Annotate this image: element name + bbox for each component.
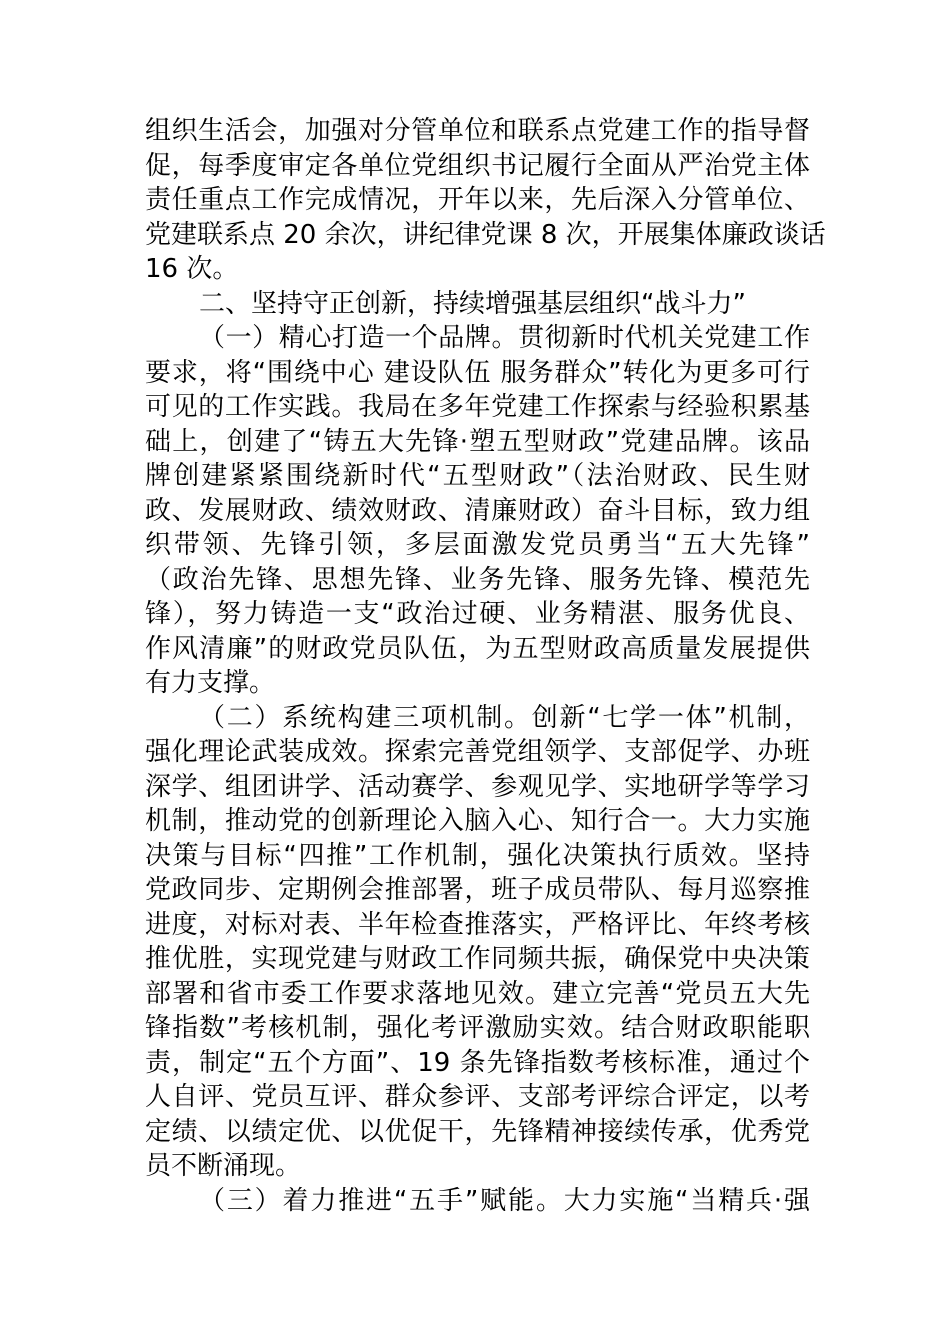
text-line: 员不断涌现。 bbox=[145, 1151, 302, 1181]
text-line: 有力支撑。 bbox=[145, 668, 276, 698]
text-line: 人自评、党员互评、群众参评、支部考评综合评定，以考 bbox=[145, 1082, 810, 1112]
text-line: 政、发展财政、绩效财政、清廉财政）奋斗目标，致力组 bbox=[145, 495, 810, 526]
text-line: 决策与目标“四推”工作机制，强化决策执行质效。坚持 bbox=[145, 840, 810, 871]
text-line: 促，每季度审定各单位党组织书记履行全面从严治党主体 bbox=[145, 150, 810, 181]
paragraph-first-line: （一）精心打造一个品牌。贯彻新时代机关党建工作 bbox=[199, 323, 810, 353]
text-line: 党建联系点 20 余次，讲纪律党课 8 次，开展集体廉政谈话 bbox=[145, 219, 826, 250]
section-heading: 二、坚持守正创新，持续增强基层组织“战斗力” bbox=[199, 288, 746, 319]
text-line: 组织生活会，加强对分管单位和联系点党建工作的指导督 bbox=[145, 116, 810, 146]
text-line: 牌创建紧紧围绕新时代“五型财政”（法治财政、民生财 bbox=[145, 461, 810, 491]
text-line: 锋指数”考核机制，强化考评激励实效。结合财政职能职 bbox=[145, 1013, 810, 1043]
text-line: 可见的工作实践。我局在多年党建工作探索与经验积累基 bbox=[145, 392, 810, 422]
text-line: 部署和省市委工作要求落地见效。建立完善“党员五大先 bbox=[145, 978, 810, 1009]
text-line: 机制，推动党的创新理论入脑入心、知行合一。大力实施 bbox=[145, 806, 810, 836]
text-line: 责任重点工作完成情况，开年以来，先后深入分管单位、 bbox=[145, 185, 810, 215]
paragraph-first-line: （二）系统构建三项机制。创新“七学一体”机制， bbox=[199, 702, 810, 733]
text-line: 进度，对标对表、半年检查推落实，严格评比、年终考核 bbox=[145, 909, 810, 940]
text-line: 推优胜，实现党建与财政工作同频共振，确保党中央决策 bbox=[145, 944, 810, 974]
text-line: 党政同步、定期例会推部署，班子成员带队、每月巡察推 bbox=[145, 875, 810, 905]
text-line: 础上，创建了“铸五大先锋·塑五型财政”党建品牌。该品 bbox=[145, 426, 810, 457]
paragraph-first-line: （三）着力推进“五手”赋能。大力实施“当精兵·强 bbox=[199, 1185, 810, 1216]
text-line: 强化理论武装成效。探索完善党组领学、支部促学、办班 bbox=[145, 737, 810, 767]
text-line: 深学、组团讲学、活动赛学、参观见学、实地研学等学习 bbox=[145, 771, 810, 802]
text-line: 要求，将“围绕中心 建设队伍 服务群众”转化为更多可行 bbox=[145, 357, 810, 388]
text-line: （政治先锋、思想先锋、业务先锋、服务先锋、模范先 bbox=[145, 564, 810, 595]
text-line: 作风清廉”的财政党员队伍，为五型财政高质量发展提供 bbox=[145, 633, 810, 664]
text-line: 锋），努力铸造一支“政治过硬、业务精湛、服务优良、 bbox=[145, 599, 810, 629]
text-line: 织带领、先锋引领，多层面激发党员勇当“五大先锋” bbox=[145, 530, 810, 560]
body-text bbox=[145, 114, 826, 1218]
text-line: 定绩、以绩定优、以优促干，先锋精神接续传承，优秀党 bbox=[145, 1116, 810, 1147]
text-line: 责，制定“五个方面”、19 条先锋指数考核标准，通过个 bbox=[145, 1047, 810, 1078]
text-line: 16 次。 bbox=[145, 254, 239, 284]
